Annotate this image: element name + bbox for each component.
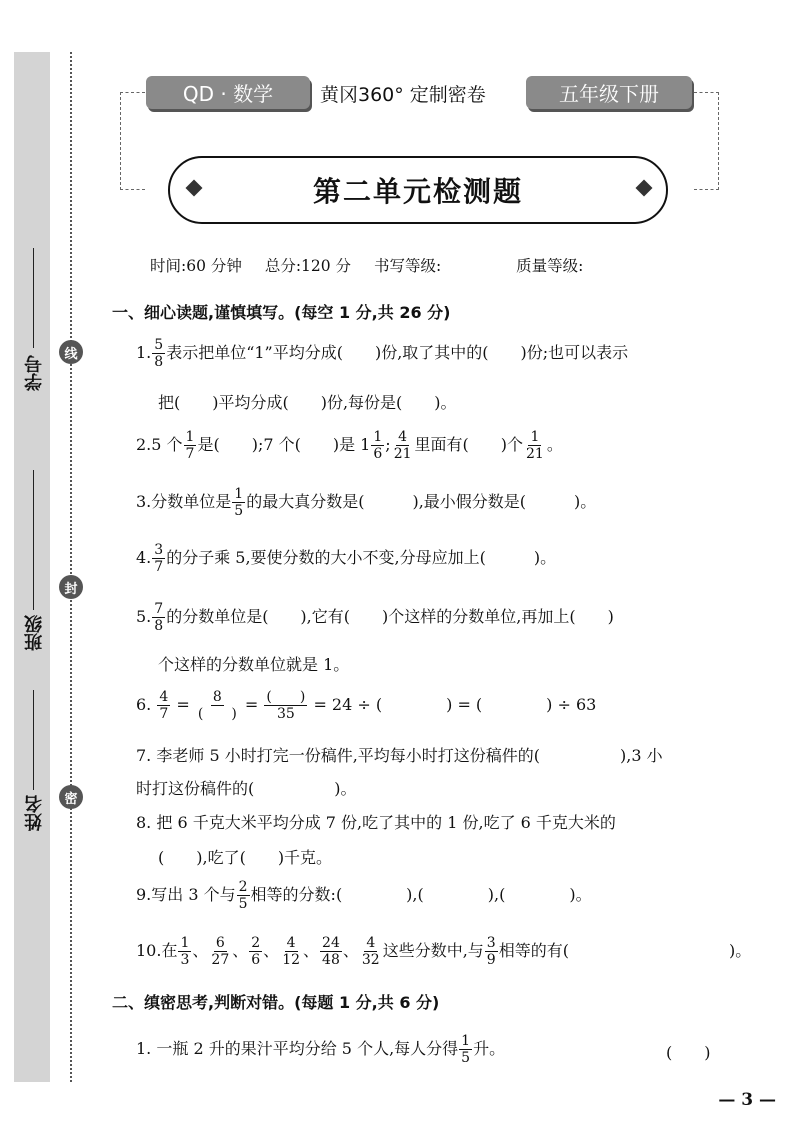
name-underline [33,690,34,790]
page-number: — 3 — [718,1090,776,1110]
binding-margin [14,52,50,1082]
page-title: 第二单元检测题 [168,156,668,224]
class-underline [33,470,34,610]
writing-grade: 书写等级: [373,257,442,275]
question-8-line2: ( ),吃了( )千克。 [158,848,333,867]
judge-answer-blank[interactable]: ( ) [666,1043,711,1062]
question-6: 6. $\frac{4}{7}$ = $\frac{8}{( )}$ = $\frac{( )}{35}$ = 24 ÷ ( ) = ( ) ÷ 63 [136,689,597,722]
question-4: 4. $\frac{3}{7}$ 的分子乘 5,要使分数的大小不变,分母应加上( )。 [136,542,557,575]
student-no-underline [33,248,34,348]
seal-line: 线 [59,340,83,364]
question-5-line2: 个这样的分数单位就是 1。 [158,655,350,674]
section2-title: 二、缜密思考,判断对错。(每题 1 分,共 6 分) [112,993,440,1012]
seal-seal: 封 [59,575,83,599]
exam-time: 时间:60 分钟 [150,257,242,275]
question-9: 9.写出 3 个与 $\frac{2}{5}$ 相等的分数:( ),( ),( )。 [136,879,592,912]
question-3: 3.分数单位是 $\frac{1}{5}$ 的最大真分数是( ),最小假分数是( )。 [136,486,597,519]
class-label: 班级 [24,615,45,651]
judge-question-1: 1. 一瓶 2 升的果汁平均分给 5 个人,每人分得 $\frac{1}{5}$ 升。 [136,1033,506,1066]
question-10: 10.在 $\frac{1}{3}$ 、 $\frac{6}{27}$ 、 $\frac{2}{6}$ 、 $\frac{4}{12}$ 、 $\frac{24}{48}$ 、 $\frac{4}{32}$ 这些分数中,与 $\frac{3}{9}$ 相等的有( )。 [136,935,752,968]
seal-secret: 密 [59,785,83,809]
grade-pill: 五年级下册 [526,76,692,109]
question-2: 2.5 个 $\frac{1}{7}$ 是( );7 个( )是 1 $\frac{1}{6}$ ; $\frac{4}{21}$ 里面有( )个 $\frac{1}{21}$ 。 [136,429,563,462]
cut-dotted-line [70,52,72,1082]
question-1-line2: 把( )平均分成( )份,每份是( )。 [158,393,457,412]
series-title: 黄冈360° 定制密卷 [320,84,486,106]
section1-title: 一、细心读题,谨慎填写。(每空 1 分,共 26 分) [112,303,451,322]
header-right-bracket [694,92,719,190]
exam-info [150,254,601,276]
question-7-line2: 时打这份稿件的( )。 [136,779,357,798]
question-8: 8. 把 6 千克大米平均分成 7 份,吃了其中的 1 份,吃了 6 千克大米的 [136,813,616,832]
name-label: 姓名 [24,795,45,831]
question-1: 1. $\frac{5}{8}$ 表示把单位“1”平均分成( )份,取了其中的( )份;也可以表示 [136,337,629,370]
student-no-label: 学号 [24,355,45,391]
quality-grade: 质量等级: [516,257,584,275]
subject-pill: QD · 数学 [146,76,310,109]
question-5: 5. $\frac{7}{8}$ 的分数单位是( ),它有( )个这样的分数单位,再加上( ) [136,601,614,634]
exam-total: 总分:120 分 [264,257,352,275]
header-left-bracket [120,92,145,190]
question-7: 7. 李老师 5 小时打完一份稿件,平均每小时打这份稿件的( ),3 小 [136,746,663,765]
